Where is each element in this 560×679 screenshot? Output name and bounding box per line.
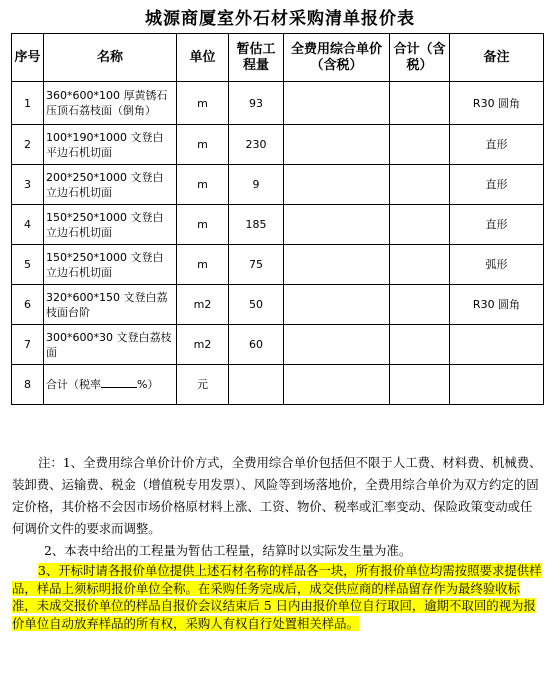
header-remark: 备注 (450, 34, 544, 82)
summary-remark (450, 365, 544, 405)
cell-total[interactable] (390, 205, 450, 245)
summary-total[interactable] (390, 365, 450, 405)
cell-price[interactable] (284, 125, 390, 165)
cell-unit: m2 (177, 285, 229, 325)
note-1: 注：1、全费用综合单价计价方式，全费用综合单价包括但不限于人工费、材料费、机械费、装卸费、运输费、税金（增值税专用发票）、风险等到场落地价，全费用综合单价为双方约定的固定价格，其价格不会因市场价格原材料上涨、工资、物价、税率或汇率变动、保险政策变动或任何调价文件的要求而调整。 (12, 455, 542, 536)
tax-rate-blank[interactable] (101, 377, 137, 388)
cell-seq: 7 (12, 325, 44, 365)
page-title: 城源商厦室外石材采购清单报价表 (145, 9, 415, 29)
summary-qty (229, 365, 284, 405)
cell-total[interactable] (390, 245, 450, 285)
table-row (12, 285, 544, 325)
summary-price[interactable] (284, 365, 390, 405)
header-qty: 暂估工程量 (229, 34, 284, 82)
cell-unit: m (177, 165, 229, 205)
cell-price[interactable] (284, 285, 390, 325)
cell-qty: 185 (229, 205, 284, 245)
header-seq: 序号 (12, 34, 44, 82)
cell-price[interactable] (284, 82, 390, 125)
cell-total[interactable] (390, 325, 450, 365)
cell-qty: 93 (229, 82, 284, 125)
cell-qty: 9 (229, 165, 284, 205)
table-row (12, 82, 544, 125)
table-row (12, 165, 544, 205)
note-3 (12, 562, 544, 632)
cell-remark (450, 325, 544, 365)
cell-price[interactable] (284, 165, 390, 205)
cell-remark: R30 圆角 (450, 285, 544, 325)
header-name: 名称 (44, 34, 177, 82)
cell-unit: m2 (177, 325, 229, 365)
header-total: 合计（含税） (390, 34, 450, 82)
cell-remark: 直形 (450, 205, 544, 245)
cell-total[interactable] (390, 125, 450, 165)
cell-qty: 230 (229, 125, 284, 165)
cell-seq: 3 (12, 165, 44, 205)
cell-remark: 直形 (450, 165, 544, 205)
header-price: 全费用综合单价（含税） (284, 34, 390, 82)
cell-name: 360*600*100 厚黄锈石压顶石荔枝面（倒角） (44, 82, 177, 125)
cell-remark: 直形 (450, 125, 544, 165)
cell-seq: 2 (12, 125, 44, 165)
cell-qty: 60 (229, 325, 284, 365)
cell-seq: 1 (12, 82, 44, 125)
cell-name: 150*250*1000 文登白立边石机切面 (44, 245, 177, 285)
cell-name: 150*250*1000 文登白立边石机切面 (44, 205, 177, 245)
cell-qty: 50 (229, 285, 284, 325)
cell-remark: R30 圆角 (450, 82, 544, 125)
summary-row (12, 365, 544, 405)
cell-price[interactable] (284, 205, 390, 245)
cell-qty: 75 (229, 245, 284, 285)
cell-unit: m (177, 125, 229, 165)
cell-name: 200*250*1000 文登白立边石机切面 (44, 165, 177, 205)
header-unit: 单位 (177, 34, 229, 82)
cell-seq: 5 (12, 245, 44, 285)
table-row (12, 205, 544, 245)
cell-seq: 6 (12, 285, 44, 325)
cell-unit: m (177, 82, 229, 125)
summary-label-prefix: 合计（税率 (46, 378, 101, 391)
cell-price[interactable] (284, 245, 390, 285)
summary-label-suffix: %） (137, 378, 159, 391)
cell-unit: m (177, 245, 229, 285)
quote-table (11, 33, 544, 405)
cell-name: 320*600*150 文登白荔枝面台阶 (44, 285, 177, 325)
cell-seq: 4 (12, 205, 44, 245)
table-row (12, 245, 544, 285)
note-3-highlight: 3、开标时请各报价单位提供上述石材名称的样品各一块，所有报价单位均需按照要求提供样品，样品上须标明报价单位全称。在采购任务完成后，成交供应商的样品留存作为最终验收标准，未成交报价单位的样品自报价会议结束后 5 日内由报价单位自行取回，逾期不取回的视为报价单位自动放弃样品的所有权，采购人有权自行处置相关样品。 (12, 563, 542, 631)
cell-name: 100*190*1000 文登白平边石机切面 (44, 125, 177, 165)
cell-remark: 弧形 (450, 245, 544, 285)
cell-price[interactable] (284, 325, 390, 365)
notes-section (12, 452, 544, 632)
table-row (12, 125, 544, 165)
summary-label (44, 365, 177, 405)
cell-unit: m (177, 205, 229, 245)
note-2: 2、本表中给出的工程量为暂估工程量，结算时以实际发生量为准。 (44, 543, 412, 558)
cell-total[interactable] (390, 165, 450, 205)
cell-total[interactable] (390, 82, 450, 125)
cell-name: 300*600*30 文登白荔枝面 (44, 325, 177, 365)
summary-seq: 8 (12, 365, 44, 405)
table-row (12, 325, 544, 365)
summary-unit: 元 (177, 365, 229, 405)
table-header-row (12, 34, 544, 82)
cell-total[interactable] (390, 285, 450, 325)
